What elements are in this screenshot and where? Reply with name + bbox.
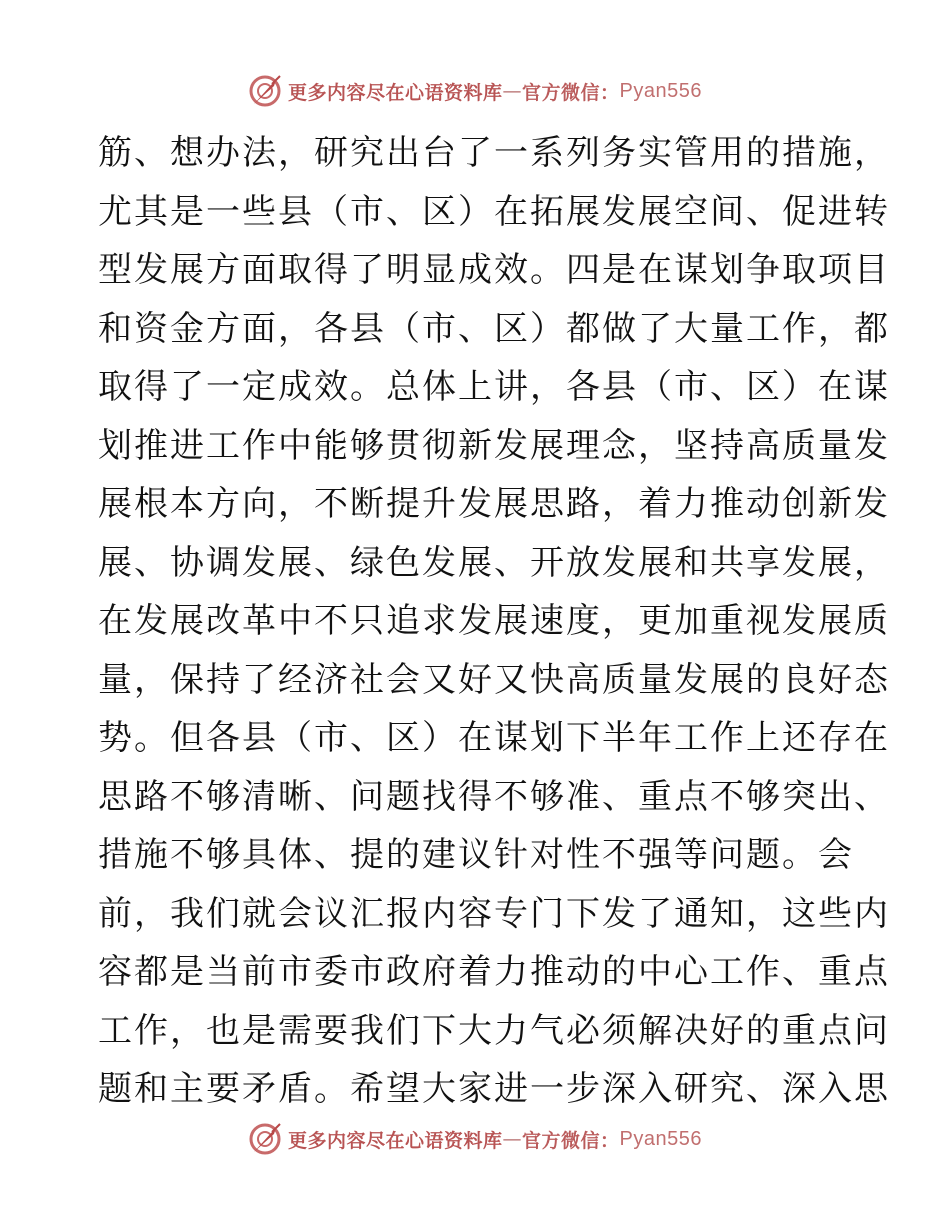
- watermark-separator: —: [502, 1128, 523, 1150]
- quill-logo-icon: [248, 1122, 282, 1156]
- watermark-channel: 官方微信：: [522, 81, 620, 104]
- body-line: 题和主要矛盾。希望大家进一步深入研究、深入思: [98, 1069, 890, 1109]
- quill-logo-icon: [248, 74, 282, 108]
- footer-watermark: [0, 1119, 950, 1159]
- body-line: 措施不够具体、提的建议针对性不强等问题。会: [98, 835, 854, 875]
- watermark-separator: —: [502, 80, 523, 102]
- body-line: 型发展方面取得了明显成效。四是在谋划争取项目: [98, 250, 890, 290]
- body-line: 和资金方面，各县（市、区）都做了大量工作，都: [98, 308, 890, 349]
- body-line: 划推进工作中能够贯彻新发展理念，坚持高质量发: [98, 425, 890, 466]
- body-line: 取得了一定成效。总体上讲，各县（市、区）在谋: [98, 367, 890, 407]
- header-watermark: [0, 71, 950, 111]
- document-body: [98, 124, 890, 1119]
- body-line: 筋、想办法，研究出台了一系列务实管用的措施，: [98, 133, 890, 173]
- body-line: 势。但各县（市、区）在谋划下半年工作上还存在: [98, 718, 890, 758]
- watermark-channel: 官方微信：: [522, 1129, 620, 1152]
- watermark-account: Pyan556: [619, 79, 702, 102]
- watermark-account: Pyan556: [619, 1127, 702, 1150]
- body-line: 工作，也是需要我们下大力气必须解决好的重点问: [98, 1010, 890, 1051]
- body-line: 尤其是一些县（市、区）在拓展发展空间、促进转: [98, 191, 890, 232]
- watermark-brand: 更多内容尽在心语资料库: [288, 81, 503, 104]
- body-line: 思路不够清晰、问题找得不够准、重点不够突出、: [98, 776, 890, 817]
- body-line: 展根本方向，不断提升发展思路，着力推动创新发: [98, 484, 890, 524]
- body-line: 量，保持了经济社会又好又快高质量发展的良好态: [98, 659, 890, 700]
- body-line: 容都是当前市委市政府着力推动的中心工作、重点: [98, 952, 890, 992]
- body-line: 前，我们就会议汇报内容专门下发了通知，这些内: [98, 893, 890, 934]
- body-line: 在发展改革中不只追求发展速度，更加重视发展质: [98, 601, 890, 641]
- body-line: 展、协调发展、绿色发展、开放发展和共享发展，: [98, 542, 890, 583]
- watermark-brand: 更多内容尽在心语资料库: [288, 1129, 503, 1152]
